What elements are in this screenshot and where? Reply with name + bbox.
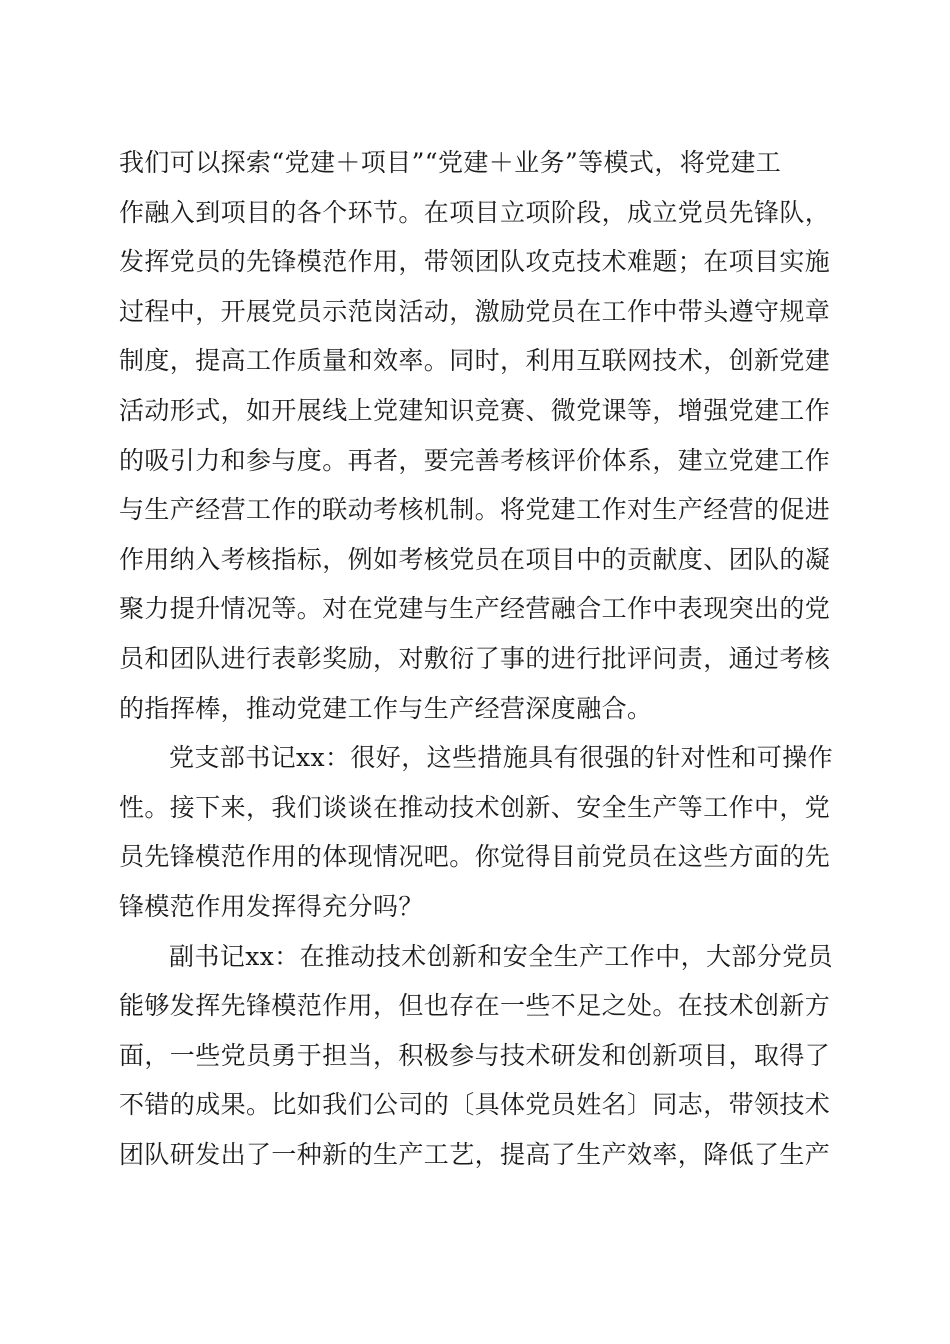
text-line: 员和团队进行表彰奖励，对敷衍了事的进行批评问责，通过考核: [119, 643, 831, 673]
text-line: 活动形式，如开展线上党建知识竞赛、微党课等，增强党建工作: [119, 395, 831, 425]
text-line: 制度，提高工作质量和效率。同时，利用互联网技术，创新党建: [119, 346, 831, 376]
text-line: 能够发挥先锋模范作用，但也存在一些不足之处。在技术创新方: [119, 991, 831, 1021]
text-line: 发挥党员的先锋模范作用，带领团队攻克技术难题；在项目实施: [119, 247, 831, 277]
text-line: 过程中，开展党员示范岗活动，激励党员在工作中带头遵守规章: [119, 296, 831, 326]
text-line: 锋模范作用发挥得充分吗？: [119, 891, 424, 921]
text-line: 的吸引力和参与度。再者，要完善考核评价体系，建立党建工作: [119, 445, 831, 475]
document-body: [119, 138, 834, 1179]
text-line: 性。接下来，我们谈谈在推动技术创新、安全生产等工作中，党: [119, 792, 831, 822]
text-line: 员先锋模范作用的体现情况吧。你觉得目前党员在这些方面的先: [119, 842, 831, 872]
text-line: 的指挥棒，推动党建工作与生产经营深度融合。: [119, 693, 653, 723]
paragraph-start-line: 副书记xx：在推动技术创新和安全生产工作中，大部分党员: [169, 941, 834, 971]
text-line: 与生产经营工作的联动考核机制。将党建工作对生产经营的促进: [119, 495, 831, 525]
text-line: 聚力提升情况等。对在党建与生产经营融合工作中表现突出的党: [119, 594, 831, 624]
paragraph-start-line: 党支部书记xx：很好，这些措施具有很强的针对性和可操作: [169, 743, 834, 773]
text-line: 不错的成果。比如我们公司的〔具体党员姓名〕同志，带领技术: [119, 1090, 831, 1120]
text-line: 作用纳入考核指标，例如考核党员在项目中的贡献度、团队的凝: [119, 544, 831, 574]
text-line: 团队研发出了一种新的生产工艺，提高了生产效率，降低了生产: [119, 1139, 831, 1169]
text-line: 我们可以探索“党建＋项目”“党建＋业务”等模式，将党建工: [119, 148, 782, 177]
text-line: 作融入到项目的各个环节。在项目立项阶段，成立党员先锋队，: [119, 197, 831, 227]
text-line: 面，一些党员勇于担当，积极参与技术研发和创新项目，取得了: [119, 1040, 831, 1070]
